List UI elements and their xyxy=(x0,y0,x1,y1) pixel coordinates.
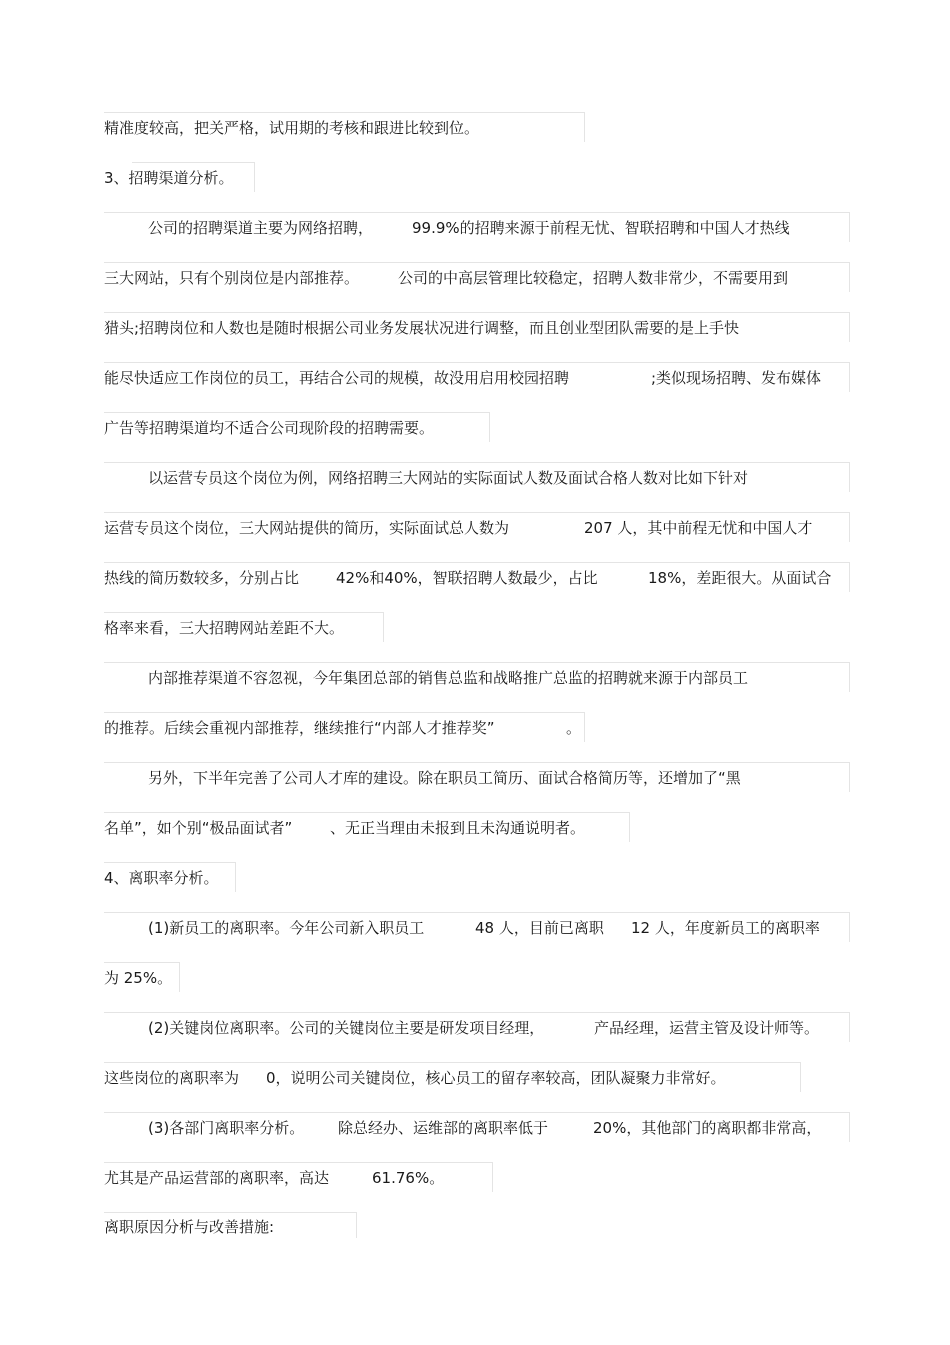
text-line: 三大网站，只有个别岗位是内部推荐。 xyxy=(104,269,360,287)
text-line: 除总经办、运维部的离职率低于 xyxy=(338,1119,549,1137)
text-line: 内部推荐渠道不容忽视，今年集团总部的销售总监和战略推广总监的招聘就来源于内部员工 xyxy=(148,669,749,687)
text-line: 尤其是产品运营部的离职率，高达 xyxy=(104,1169,330,1187)
text-line: 热线的简历数较多，分别占比 xyxy=(104,569,300,587)
text-line: 12 人，年度新员工的离职率 xyxy=(631,919,820,937)
text-line: 42%和40%，智联招聘人数最少，占比 xyxy=(336,569,598,587)
text-line: 广告等招聘渠道均不适合公司现阶段的招聘需要。 xyxy=(104,419,435,437)
text-line: 名单”，如个别“极品面试者” xyxy=(104,819,293,837)
section-heading: 3、招聘渠道分析。 xyxy=(104,169,234,187)
text-line: 20%，其他部门的离职都非常高， xyxy=(593,1119,822,1137)
text-line: 。 xyxy=(566,719,582,737)
text-line: (3)各部门离职率分析。 xyxy=(148,1119,305,1137)
text-line: 另外，下半年完善了公司人才库的建设。除在职员工简历、面试合格简历等，还增加了“黑 xyxy=(148,769,741,787)
text-line: (2)关键岗位离职率。公司的关键岗位主要是研发项目经理， xyxy=(148,1019,545,1037)
text-line: 以运营专员这个岗位为例，网络招聘三大网站的实际面试人数及面试合格人数对比如下针对 xyxy=(148,469,749,487)
text-line: 61.76%。 xyxy=(372,1169,445,1187)
text-line: 能尽快适应工作岗位的员工，再结合公司的规模，故没用启用校园招聘 xyxy=(104,369,570,387)
text-line: 48 人，目前已离职 xyxy=(475,919,604,937)
text-line: (1)新员工的离职率。今年公司新入职员工 xyxy=(148,919,425,937)
text-line: 运营专员这个岗位，三大网站提供的简历，实际面试总人数为 xyxy=(104,519,510,537)
section-heading: 离职原因分析与改善措施: xyxy=(104,1218,275,1236)
text-line: 99.9%的招聘来源于前程无忧、智联招聘和中国人才热线 xyxy=(412,219,790,237)
text-line: 这些岗位的离职率为 xyxy=(104,1069,240,1087)
text-line: 为 25%。 xyxy=(104,969,173,987)
text-line: 公司的招聘渠道主要为网络招聘， xyxy=(148,219,374,237)
text-line: 格率来看，三大招聘网站差距不大。 xyxy=(104,619,345,637)
text-line: 0，说明公司关键岗位，核心员工的留存率较高，团队凝聚力非常好。 xyxy=(266,1069,726,1087)
text-line: 、无正当理由未报到且未沟通说明者。 xyxy=(330,819,586,837)
text-line: 精准度较高，把关严格，试用期的考核和跟进比较到位。 xyxy=(104,119,480,137)
text-line: 猎头;招聘岗位和人数也是随时根据公司业务发展状况进行调整，而且创业型团队需要的是上手快 xyxy=(104,319,740,337)
text-line: 公司的中高层管理比较稳定，招聘人数非常少，不需要用到 xyxy=(398,269,789,287)
text-line: 207 人，其中前程无忧和中国人才 xyxy=(584,519,813,537)
text-line: ;类似现场招聘、发布媒体 xyxy=(651,369,822,387)
text-line: 的推荐。后续会重视内部推荐，继续推行“内部人才推荐奖” xyxy=(104,719,495,737)
text-line: 18%，差距很大。从面试合 xyxy=(648,569,832,587)
text-line: 产品经理，运营主管及设计师等。 xyxy=(594,1019,820,1037)
section-heading: 4、离职率分析。 xyxy=(104,869,219,887)
